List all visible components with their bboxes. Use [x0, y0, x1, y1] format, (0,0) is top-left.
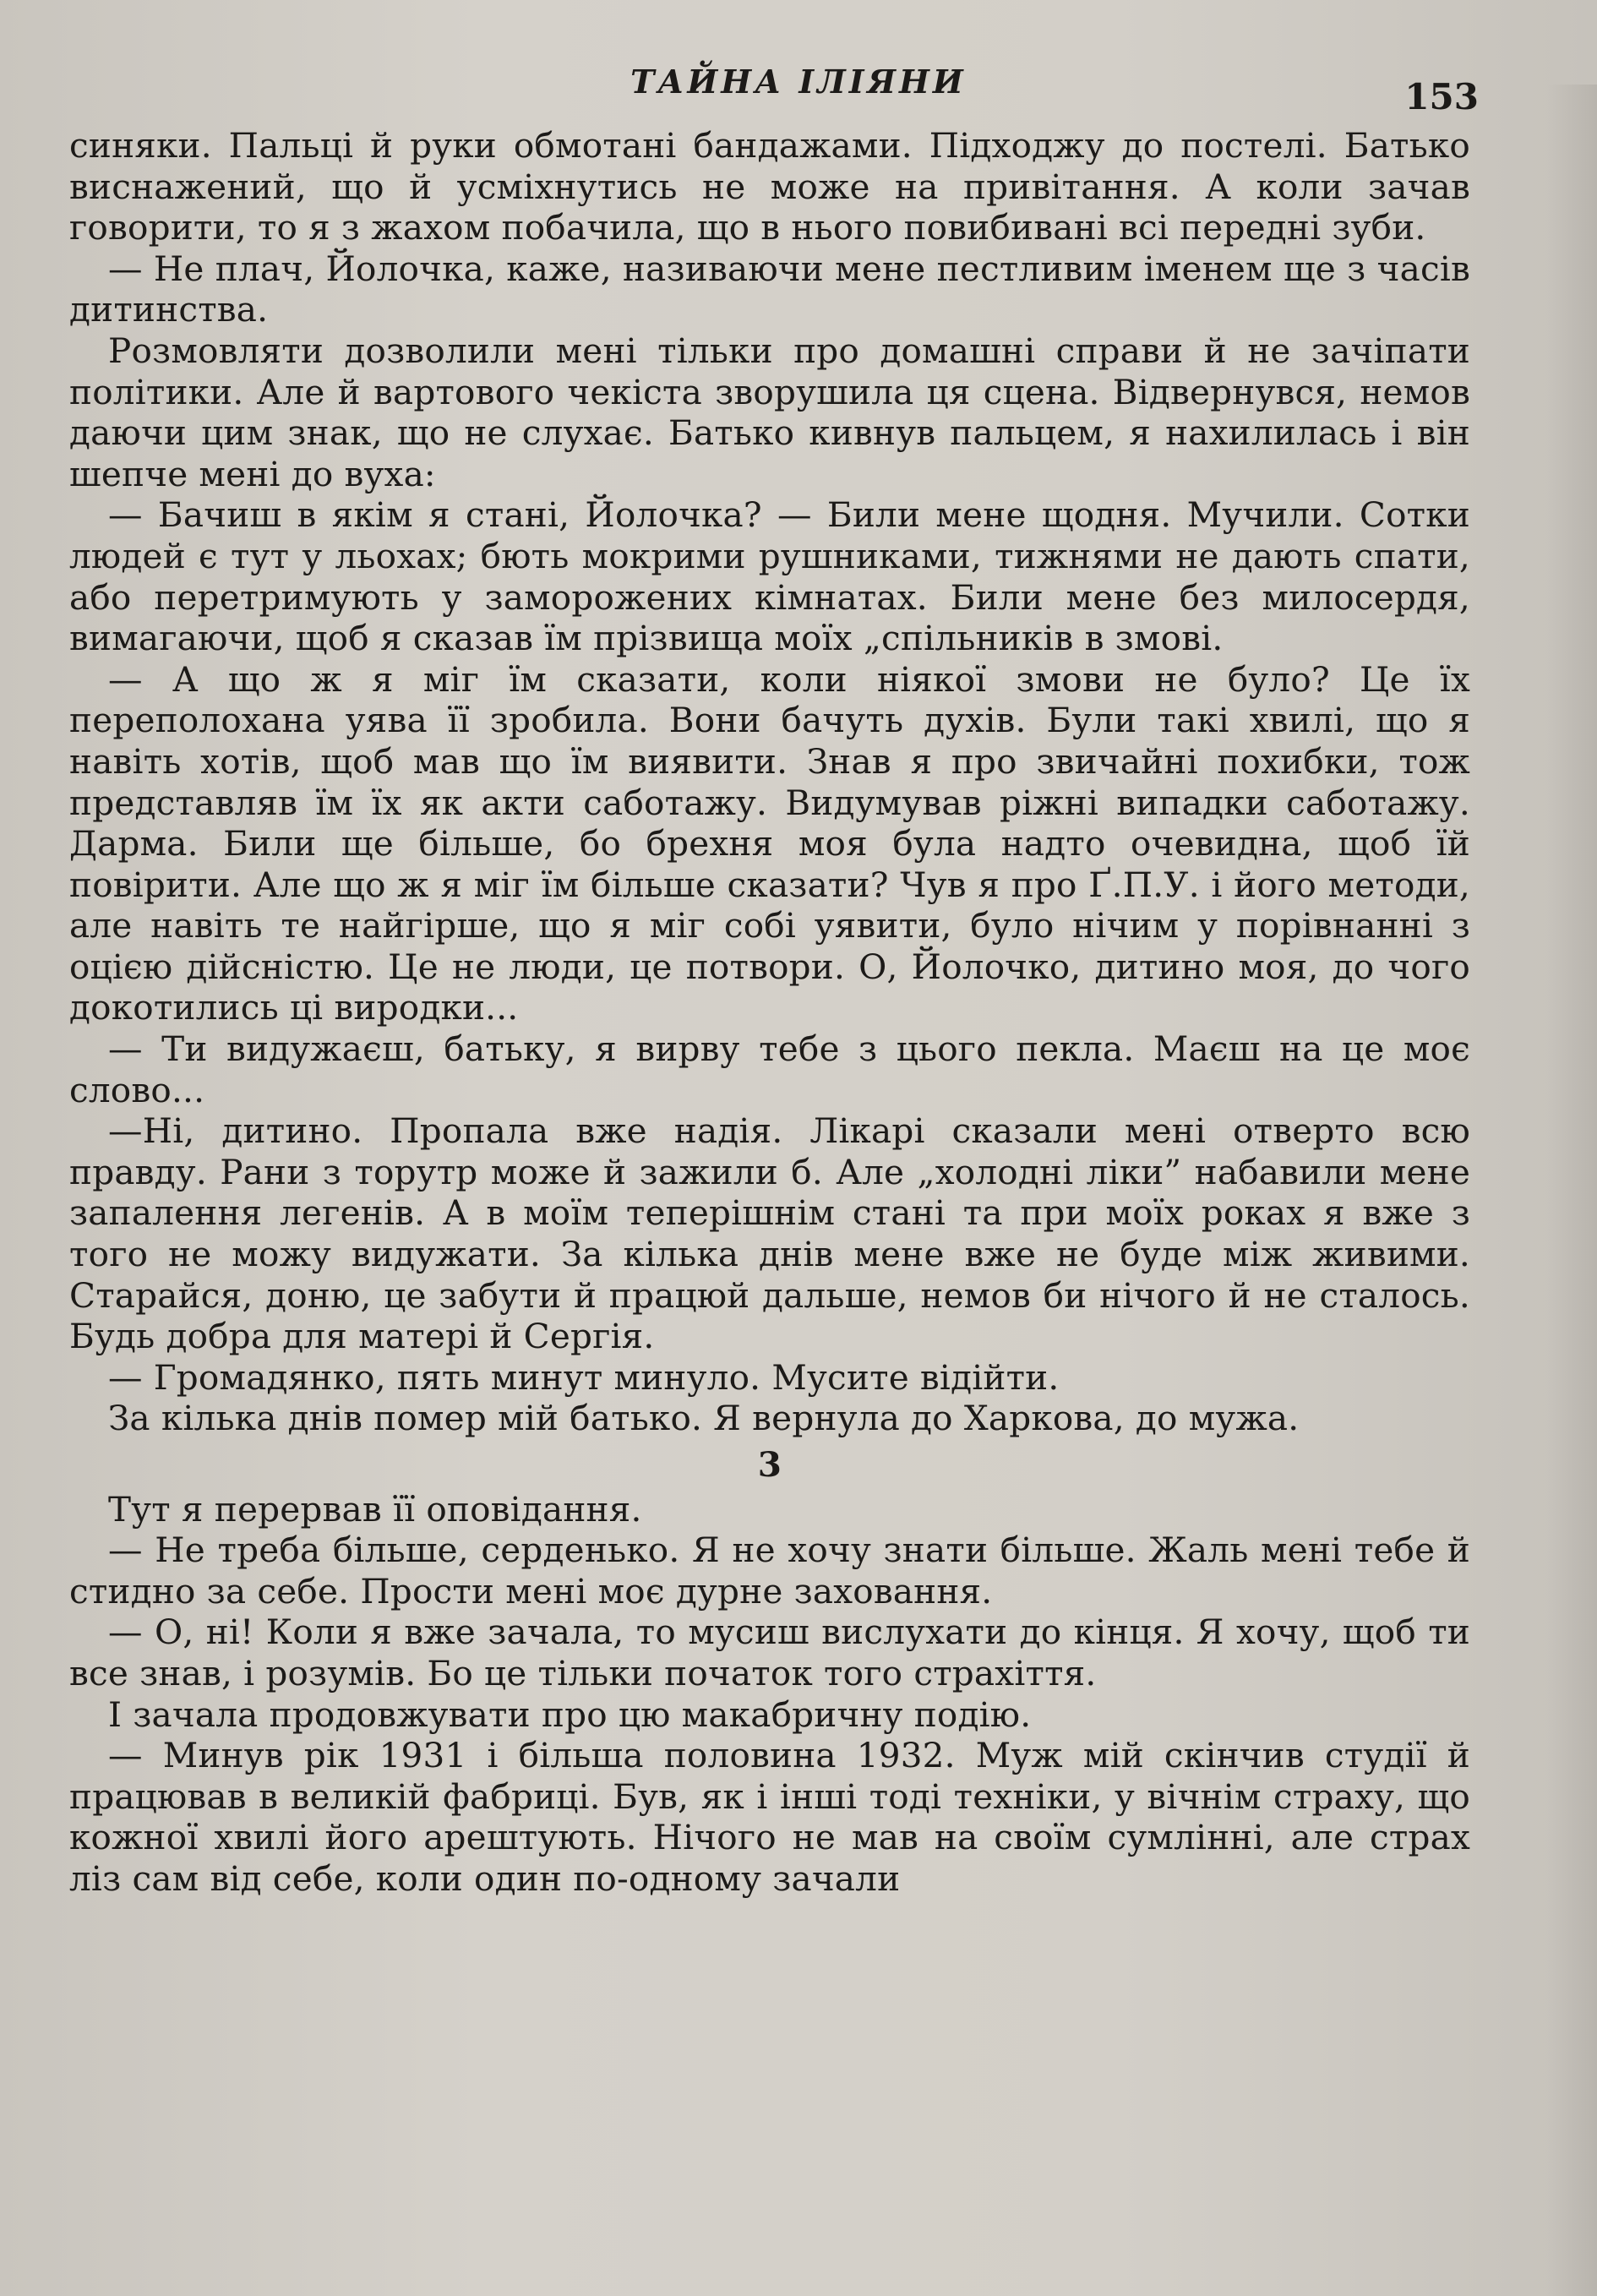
paragraph: — Не плач, Йолочка, каже, називаючи мене пестливим іменем ще з часів дитинства. [69, 248, 1470, 330]
paragraph: — Ти видужаєш, батьку, я вирву тебе з цього пекла. Маєш на це моє слово... [69, 1028, 1470, 1110]
next-page-bleed [1546, 85, 1597, 2296]
paragraph: — Минув рік 1931 і більша половина 1932. Муж мій скінчив студії й працював в великій фабриці. Був, як і інші тоді техніки, у вічнім страху, що кожної хвилі його арештують. Нічого не мав на своїм сумлінні, але страх ліз сам від себе, коли один по-одному зачали [69, 1735, 1470, 1899]
paragraph: синяки. Пальці й руки обмотані бандажами. Підходжу до постелі. Батько виснажений, що й усміхнутись не може на привітання. А коли зачав говорити, то я з жахом побачила, що в нього повибивані всі передні зуби. [69, 125, 1470, 248]
paragraph: — А що ж я міг їм сказати, коли ніякої змови не було? Це їх переполохана уява її зробила. Вони бачуть духів. Були такі хвилі, що я навіть хотів, щоб мав що їм виявити. Знав я про звичайні похибки, тож представляв їм їх як акти саботажу. Видумував ріжні випадки саботажу. Дарма. Били ще більше, бо брехня моя була надто очевидна, щоб їй повірити. Але що ж я міг їм більше сказати? Чув я про Ґ.П.У. і його методи, але навіть те найгірше, що я міг собі уявити, було нічим у порівнанні з оцією дійсністю. Це не люди, це потвори. О, Йолочко, дитино моя, до чого докотились ці виродки... [69, 658, 1470, 1028]
paragraph: — Бачиш в якім я стані, Йолочка? — Били мене щодня. Мучили. Сотки людей є тут у льохах; бють мокрими рушниками, тижнями не дають спати, або перетримують у заморожених кімнатах. Били мене без милосердя, вимагаючи, щоб я сказав їм прізвища моїх „спільників в змові. [69, 494, 1470, 659]
paragraph: І зачала продовжувати про цю макабричну подію. [108, 1693, 1032, 1735]
page-header [0, 59, 1597, 117]
paragraph: — Не треба більше, серденько. Я не хочу знати більше. Жаль мені тебе й стидно за себе. Прости мені моє дурне заховання. [69, 1530, 1470, 1612]
section-number: 3 [757, 1444, 782, 1485]
page-number: 153 [1404, 76, 1479, 117]
paragraph: —Ні, дитино. Пропала вже надія. Лікарі сказали мені отверто всю правду. Рани з торутр може й зажили б. Але „холодні ліки” набавили мене запалення легенів. А в моїм теперішнім стані та при моїх роках я вже з того не можу видужати. За кілька днів мене вже не буде між живими. Старайся, доню, це забути й працюй дальше, немов би нічого й не сталось. Будь добра для матері й Сергія. [69, 1110, 1470, 1357]
paragraph: Розмовляти дозволили мені тільки про домашні справи й не зачіпати політики. Але й вартового чекіста зворушила ця сцена. Відвернувся, немов даючи цим знак, що не слухає. Батько кивнув пальцем, я нахилилась і він шепче мені до вуха: [69, 330, 1470, 494]
paragraph: — О, ні! Коли я вже зачала, то мусиш вислухати до кінця. Я хочу, щоб ти все знав, і розумів. Бо це тільки початок того страхіття. [69, 1612, 1470, 1693]
paragraph: — Громадянко, пять минут минуло. Мусите відійти. [108, 1356, 1060, 1398]
body-text [69, 125, 1470, 1900]
running-title: ТАЙНА ІЛІЯНИ [630, 63, 967, 101]
paragraph: Тут я перервав її оповідання. [108, 1488, 642, 1530]
paragraph: За кілька днів помер мій батько. Я вернула до Харкова, до мужа. [108, 1398, 1300, 1439]
